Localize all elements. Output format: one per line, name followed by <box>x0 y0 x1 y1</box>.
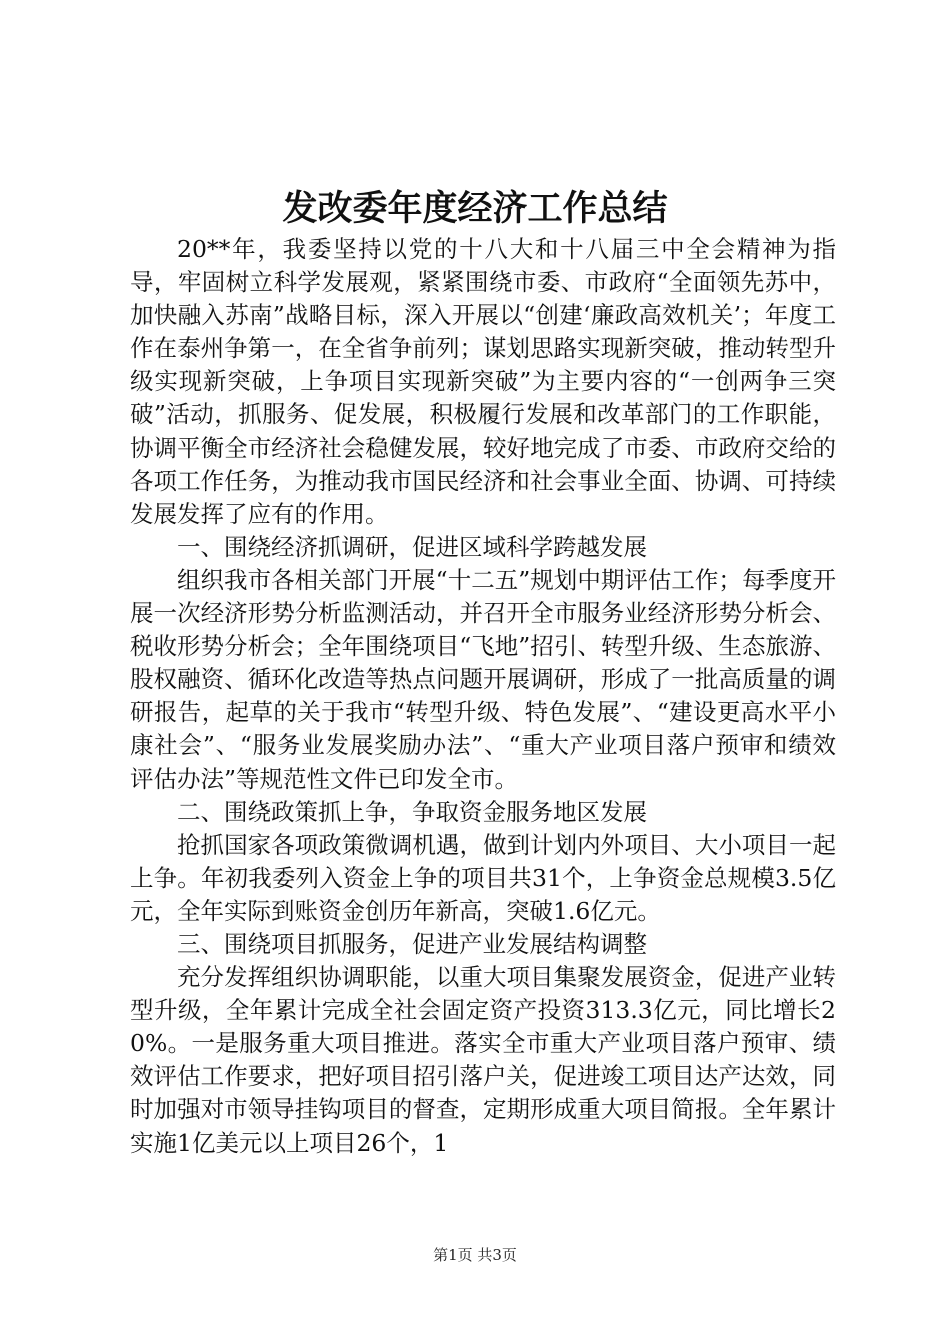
section-paragraph-2: 抢抓国家各项政策微调机遇，做到计划内外项目、大小项目一起上争。年初我委列入资金上争的项目共31个，上争资金总规模3.5亿元，全年实际到账资金创历年新高，突破1.6亿元。 <box>130 830 836 925</box>
section-paragraph-3: 充分发挥组织协调职能，以重大项目集聚发展资金，促进产业转型升级，全年累计完成全社会固定资产投资313.3亿元，同比增长20%。一是服务重大项目推进。落实全市重大产业项目落户预审、绩效评估工作要求，把好项目招引落户关，促进竣工项目达产达效，同时加强对市领导挂钩项目的督查，定期形成重大项目简报。全年累计实施1亿美元以上项目26个，1 <box>130 963 836 1157</box>
section-paragraph-1: 组织我市各相关部门开展“十二五”规划中期评估工作；每季度开展一次经济形势分析监测活动，并召开全市服务业经济形势分析会、税收形势分析会；全年围绕项目“飞地”招引、转型升级、生态旅游、股权融资、循环化改造等热点问题开展调研，形成了一批高质量的调研报告，起草的关于我市“转型升级、特色发展”、“建设更高水平小康社会”、“服务业发展奖励办法”、“重大产业项目落户预审和绩效评估办法”等规范性文件已印发全市。 <box>130 565 836 793</box>
document-body <box>130 233 836 1160</box>
intro-paragraph: 20**年，我委坚持以党的十八大和十八届三中全会精神为指导，牢固树立科学发展观，紧紧围绕市委、市政府“全面领先苏中，加快融入苏南”战略目标，深入开展以“创建‘廉政高效机关’；年度工作在泰州争第一，在全省争前列；谋划思路实现新突破，推动转型升级实现新突破，上争项目实现新突破”为主要内容的“一创两争三突破”活动，抓服务、促发展，积极履行发展和改革部门的工作职能，协调平衡全市经济社会稳健发展，较好地完成了市委、市政府交给的各项工作任务，为推动我市国民经济和社会事业全面、协调、可持续发展发挥了应有的作用。 <box>130 235 836 528</box>
section-heading-1: 一、围绕经济抓调研，促进区域科学跨越发展 <box>177 532 647 561</box>
section-heading-2: 二、围绕政策抓上争，争取资金服务地区发展 <box>177 797 647 826</box>
section-heading-3: 三、围绕项目抓服务，促进产业发展结构调整 <box>177 929 647 958</box>
document-title: 发改委年度经济工作总结 <box>282 188 668 229</box>
page-number-footer: 第1页 共3页 <box>433 1246 517 1264</box>
